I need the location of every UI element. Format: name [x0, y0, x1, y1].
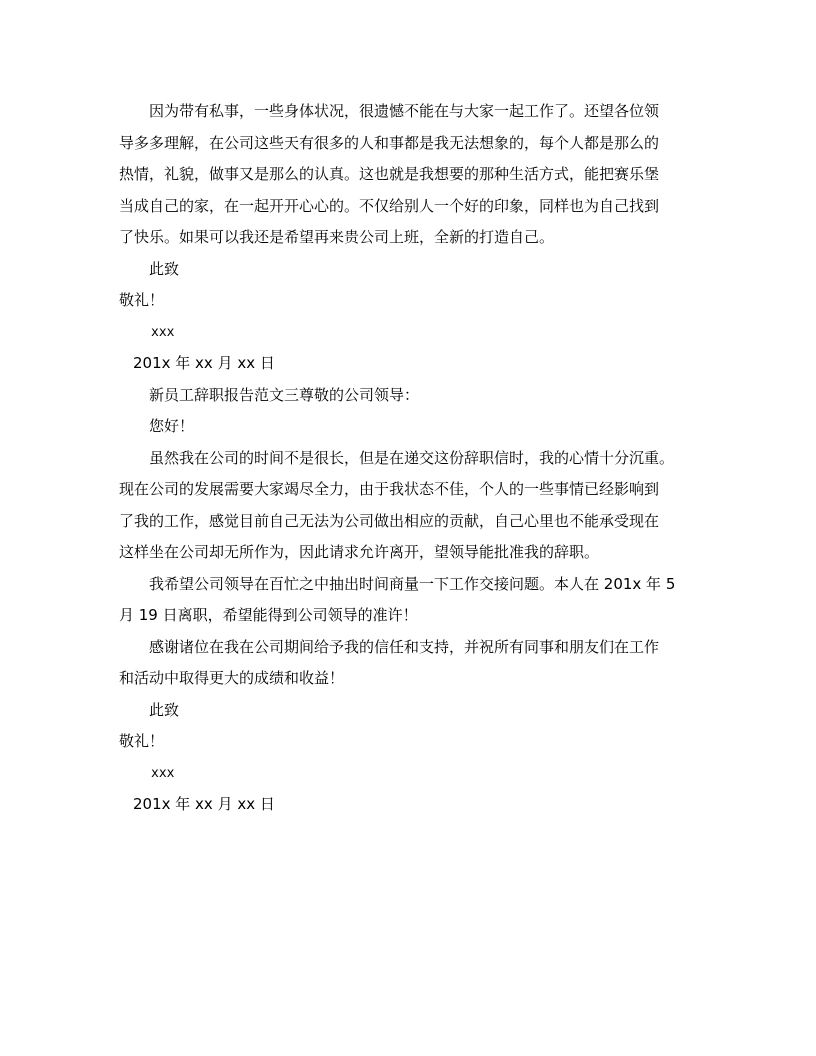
paragraph-line: 这样坐在公司却无所作为，因此请求允许离开，望领导能批准我的辞职。 — [119, 543, 600, 561]
paragraph-line: 热情，礼貌，做事又是那么的认真。这也就是我想要的那种生活方式，能把赛乐堡 — [119, 165, 660, 183]
paragraph-line: 月 19 日离职，希望能得到公司领导的准许！ — [119, 606, 418, 624]
signature-date: 201x 年 xx 月 xx 日 — [133, 795, 275, 813]
greeting: 您好！ — [149, 417, 195, 435]
signature-name: xxx — [151, 765, 175, 781]
letter-body — [119, 96, 699, 821]
paragraph-line: 因为带有私事，一些身体状况，很遗憾不能在与大家一起工作了。还望各位领 — [149, 102, 660, 120]
signature-date: 201x 年 xx 月 xx 日 — [133, 354, 275, 372]
closing-regards: 敬礼！ — [119, 732, 165, 750]
paragraph-line: 我希望公司领导在百忙之中抽出时间商量一下工作交接问题。本人在 201x 年 5 — [149, 574, 676, 593]
section-title: 新员工辞职报告范文三尊敬的公司领导： — [149, 385, 420, 404]
paragraph-line: 了快乐。如果可以我还是希望再来贵公司上班，全新的打造自己。 — [119, 228, 555, 246]
paragraph-line: 现在公司的发展需要大家竭尽全力，由于我状态不佳，个人的一些事情已经影响到 — [119, 480, 660, 498]
signature-name: xxx — [151, 324, 175, 340]
paragraph-line: 感谢诸位在我在公司期间给予我的信任和支持，并祝所有同事和朋友们在工作 — [149, 637, 660, 656]
closing-salutation: 此致 — [149, 700, 180, 719]
paragraph-line: 虽然我在公司的时间不是很长，但是在递交这份辞职信时，我的心情十分沉重。 — [149, 448, 675, 467]
paragraph-line: 当成自己的家，在一起开开心心的。不仅给别人一个好的印象，同样也为自己找到 — [119, 196, 660, 215]
closing-salutation: 此致 — [149, 259, 180, 278]
paragraph-line: 导多多理解，在公司这些天有很多的人和事都是我无法想象的，每个人都是那么的 — [119, 133, 660, 152]
paragraph-line: 和活动中取得更大的成绩和收益！ — [119, 669, 345, 687]
closing-regards: 敬礼！ — [119, 291, 165, 309]
paragraph-line: 了我的工作，感觉目前自己无法为公司做出相应的贡献，自己心里也不能承受现在 — [119, 511, 660, 530]
